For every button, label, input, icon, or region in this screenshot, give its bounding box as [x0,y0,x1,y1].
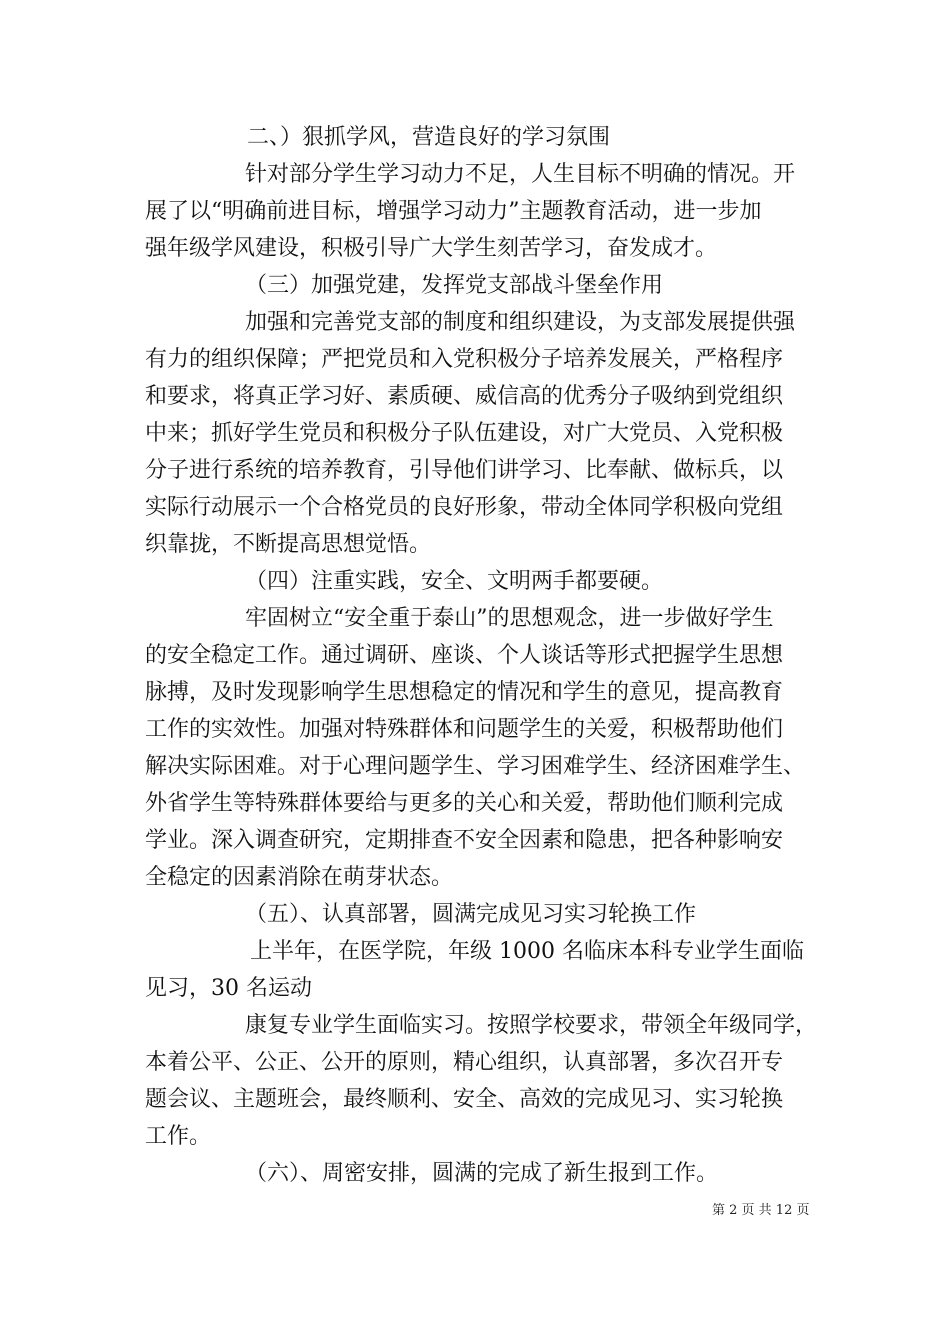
paragraph-line: 加强和完善党支部的制度和组织建设，为支部发展提供强 [245,310,796,335]
paragraph-line: 工作的实效性。加强对特殊群体和问题学生的关爱，积极帮助他们 [145,717,784,742]
paragraph-line: 实际行动展示一个合格党员的良好形象，带动全体同学积极向党组 [145,495,784,520]
page-number-footer: 第 2 页 共 12 页 [712,1203,810,1218]
paragraph-line: 针对部分学生学习动力不足，人生目标不明确的情况。开 [245,162,796,187]
paragraph-line: 上半年，在医学院，年级 1000 名临床本科专业学生面临 [250,939,804,964]
paragraph-line: 脉搏，及时发现影响学生思想稳定的情况和学生的意见，提高教育 [145,680,784,705]
section-heading-6: （六）、周密安排，圆满的完成了新生报到工作。 [245,1161,719,1186]
paragraph-line: 康复专业学生面临实习。按照学校要求，带领全年级同学， [245,1013,818,1038]
paragraph-line: 有力的组织保障；严把党员和入党积极分子培养发展关，严格程序 [145,347,784,372]
paragraph-line: 见习，30 名运动 [145,976,312,1001]
paragraph-line: 织靠拢，不断提高思想觉悟。 [145,532,432,557]
paragraph-line: 本着公平、公正、公开的原则，精心组织，认真部署，多次召开专 [145,1050,784,1075]
paragraph-line: 牢固树立“安全重于泰山”的思想观念，进一步做好学生 [245,606,774,631]
paragraph-line: 学业。深入调查研究，定期排查不安全因素和隐患，把各种影响安 [145,828,784,853]
section-heading-5: （五）、认真部署，圆满完成见习实习轮换工作 [245,902,697,927]
paragraph-line: 的安全稳定工作。通过调研、座谈、个人谈话等形式把握学生思想 [145,643,784,668]
paragraph-line: 中来；抓好学生党员和积极分子队伍建设，对广大党员、入党积极 [145,421,784,446]
paragraph-line: 题会议、主题班会，最终顺利、安全、高效的完成见习、实习轮换 [145,1087,784,1112]
paragraph-line: 和要求，将真正学习好、素质硬、威信高的优秀分子吸纳到党组织 [145,384,784,409]
paragraph-line: 展了以“明确前进目标，增强学习动力”主题教育活动，进一步加 [145,199,762,224]
paragraph-line: 强年级学风建设，积极引导广大学生刻苦学习，奋发成才。 [145,236,718,261]
paragraph-line: 外省学生等特殊群体要给与更多的关心和关爱，帮助他们顺利完成 [145,791,784,816]
paragraph-line: 分子进行系统的培养教育，引导他们讲学习、比奉献、做标兵，以 [145,458,784,483]
section-heading-4: （四）注重实践，安全、文明两手都要硬。 [245,569,664,594]
section-heading-2: 二、）狠抓学风，营造良好的学习氛围 [247,125,611,150]
section-heading-3: （三）加强党建，发挥党支部战斗堡垒作用 [245,273,664,298]
paragraph-line: 解决实际困难。对于心理问题学生、学习困难学生、经济困难学生、 [145,754,806,779]
paragraph-line: 全稳定的因素消除在萌芽状态。 [145,865,454,890]
paragraph-line: 工作。 [145,1124,212,1149]
